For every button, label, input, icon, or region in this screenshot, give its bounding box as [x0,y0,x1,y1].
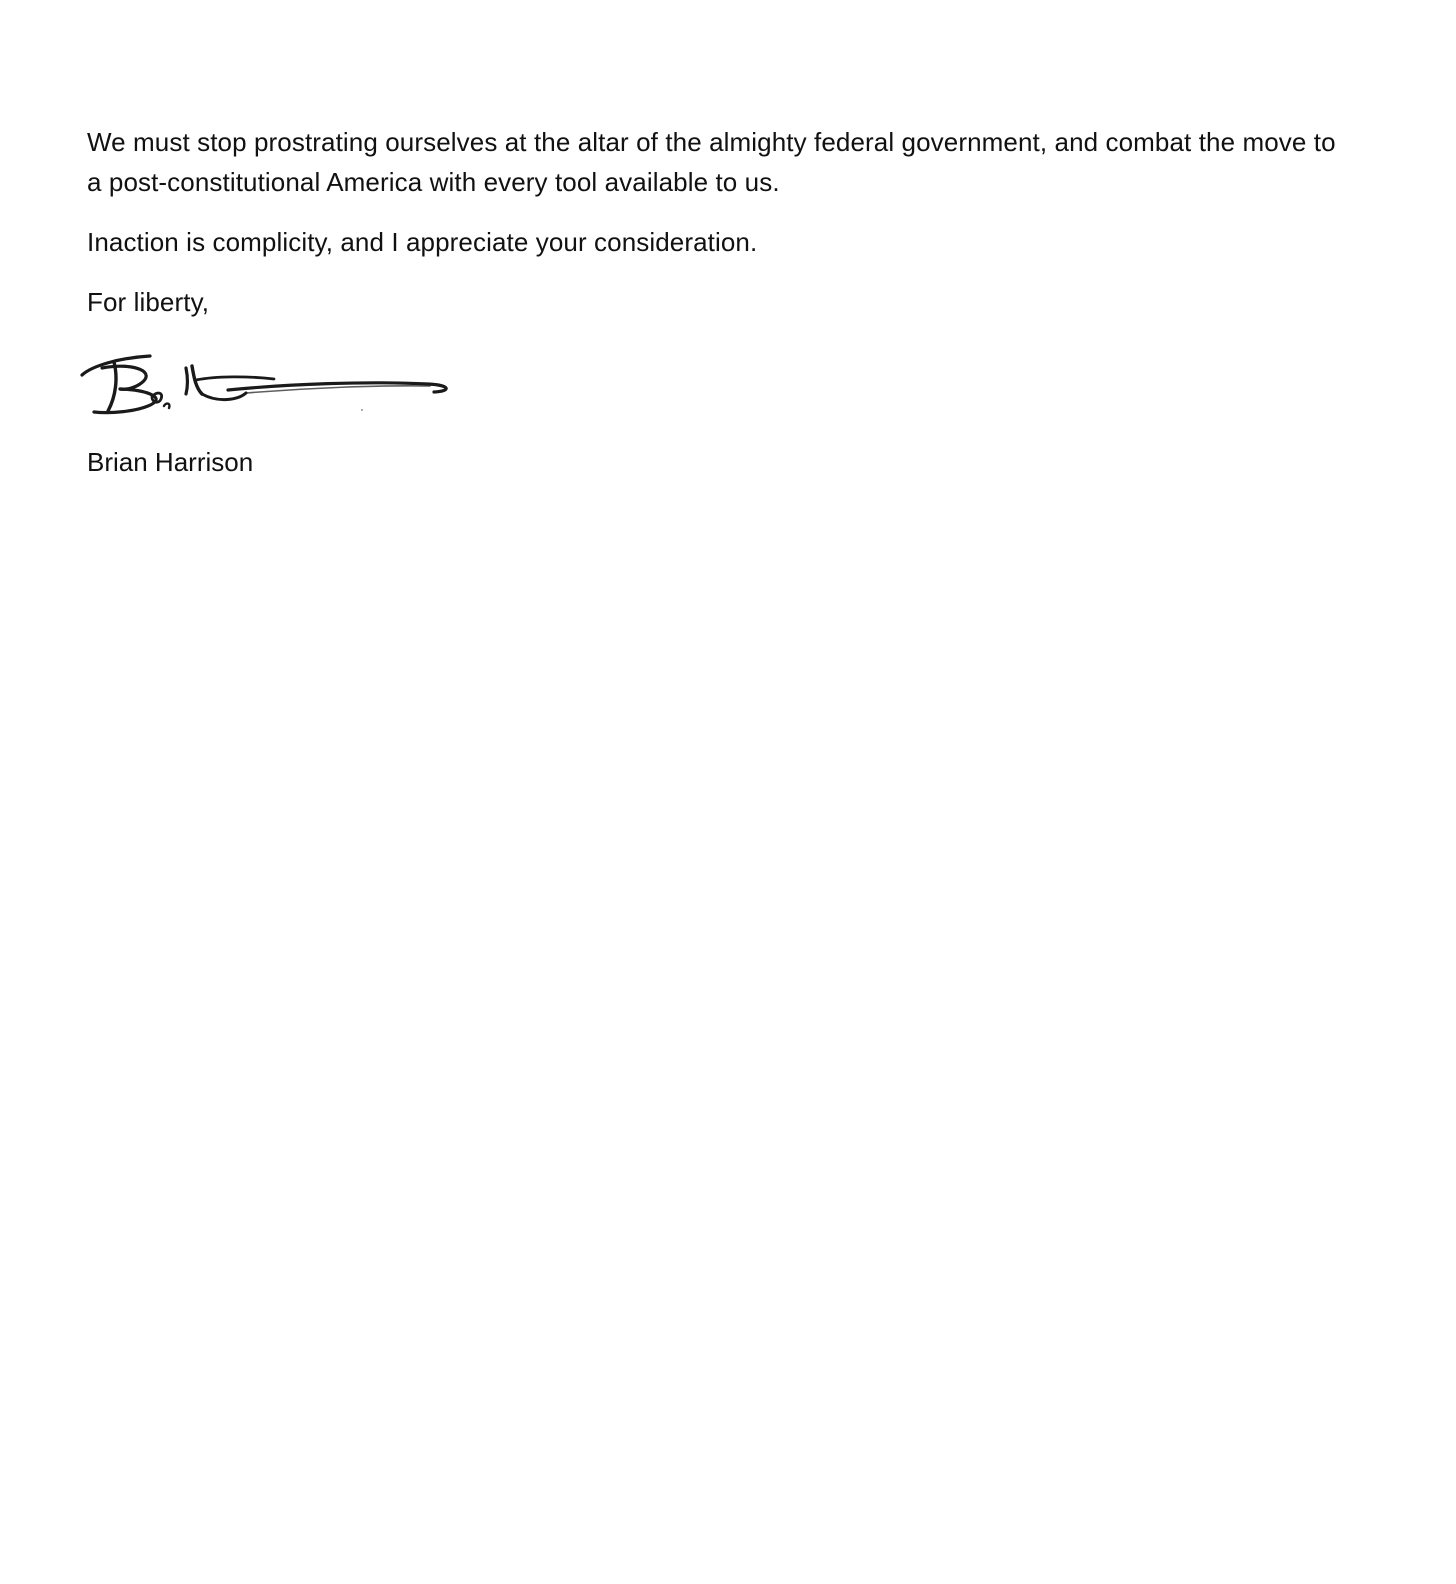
letter-body [87,122,1347,322]
signer-name: Brian Harrison [87,447,254,477]
handwritten-signature [78,348,458,424]
letter-paragraph: We must stop prostrating ourselves at the altar of the almighty federal government, and combat the move to a post-constitutional America with every tool available to us. [87,127,1336,197]
signature-graphic [78,348,458,424]
letter-closing: For liberty, [87,287,210,317]
letter-paragraph: Inaction is complicity, and I appreciate your consideration. [87,227,758,257]
